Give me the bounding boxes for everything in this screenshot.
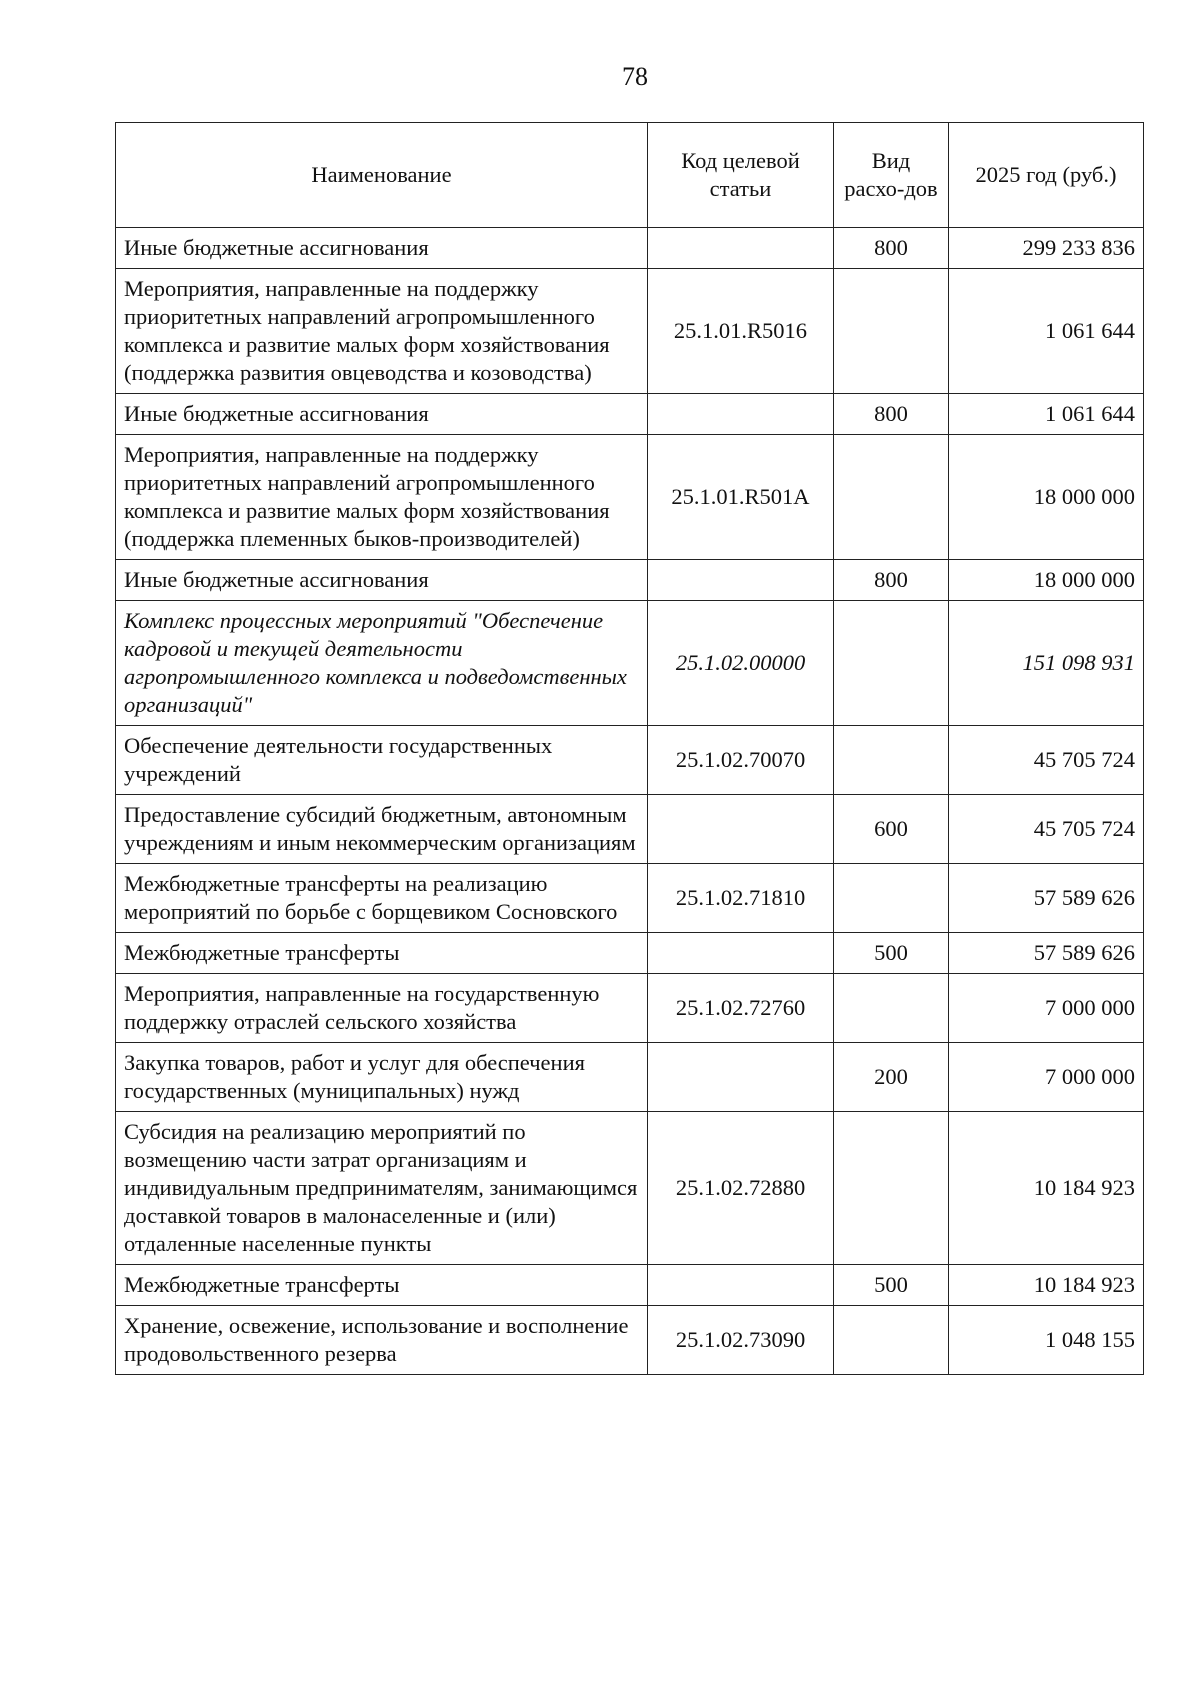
cell-name: Закупка товаров, работ и услуг для обеспечения государственных (муниципальных) нужд — [116, 1043, 648, 1112]
cell-code — [648, 795, 834, 864]
header-kind: Вид расхо-дов — [834, 123, 949, 228]
table-row — [116, 864, 1144, 933]
table-row — [116, 726, 1144, 795]
cell-amount: 45 705 724 — [949, 795, 1144, 864]
cell-amount: 7 000 000 — [949, 974, 1144, 1043]
table-row — [116, 974, 1144, 1043]
cell-amount: 10 184 923 — [949, 1265, 1144, 1306]
header-amount: 2025 год (руб.) — [949, 123, 1144, 228]
table-row — [116, 269, 1144, 394]
cell-amount: 10 184 923 — [949, 1112, 1144, 1265]
cell-amount: 18 000 000 — [949, 435, 1144, 560]
cell-name: Иные бюджетные ассигнования — [116, 560, 648, 601]
cell-amount: 57 589 626 — [949, 933, 1144, 974]
cell-amount: 299 233 836 — [949, 228, 1144, 269]
cell-name: Мероприятия, направленные на государственную поддержку отраслей сельского хозяйства — [116, 974, 648, 1043]
table-row — [116, 560, 1144, 601]
cell-amount: 18 000 000 — [949, 560, 1144, 601]
cell-name: Иные бюджетные ассигнования — [116, 228, 648, 269]
cell-kind: 800 — [834, 228, 949, 269]
cell-code — [648, 394, 834, 435]
cell-amount: 45 705 724 — [949, 726, 1144, 795]
cell-code: 25.1.02.71810 — [648, 864, 834, 933]
cell-code: 25.1.01.R501A — [648, 435, 834, 560]
cell-amount: 1 048 155 — [949, 1306, 1144, 1375]
cell-kind — [834, 726, 949, 795]
table-row — [116, 394, 1144, 435]
cell-amount: 57 589 626 — [949, 864, 1144, 933]
cell-name: Субсидия на реализацию мероприятий по возмещению части затрат организациям и индивидуальным предпринимателям, занимающимся доставкой товаров в малонаселенные и (или) отдаленные населенные пункты — [116, 1112, 648, 1265]
cell-kind — [834, 269, 949, 394]
cell-code — [648, 1265, 834, 1306]
cell-name: Межбюджетные трансферты на реализацию мероприятий по борьбе с борщевиком Сосновского — [116, 864, 648, 933]
cell-kind: 600 — [834, 795, 949, 864]
cell-name: Иные бюджетные ассигнования — [116, 394, 648, 435]
cell-kind: 800 — [834, 394, 949, 435]
cell-code: 25.1.02.73090 — [648, 1306, 834, 1375]
cell-amount: 1 061 644 — [949, 394, 1144, 435]
table-row — [116, 601, 1144, 726]
cell-kind: 500 — [834, 933, 949, 974]
table-row — [116, 1306, 1144, 1375]
cell-code — [648, 933, 834, 974]
cell-name: Межбюджетные трансферты — [116, 1265, 648, 1306]
cell-code: 25.1.02.00000 — [648, 601, 834, 726]
cell-name: Обеспечение деятельности государственных учреждений — [116, 726, 648, 795]
table-row — [116, 1043, 1144, 1112]
cell-code — [648, 560, 834, 601]
cell-name: Мероприятия, направленные на поддержку приоритетных направлений агропромышленного комплекса и развитие малых форм хозяйствования (поддержка развития овцеводства и козоводства) — [116, 269, 648, 394]
cell-code: 25.1.02.72760 — [648, 974, 834, 1043]
cell-kind — [834, 864, 949, 933]
cell-amount: 7 000 000 — [949, 1043, 1144, 1112]
cell-code — [648, 228, 834, 269]
cell-code: 25.1.02.70070 — [648, 726, 834, 795]
cell-kind: 200 — [834, 1043, 949, 1112]
cell-code — [648, 1043, 834, 1112]
cell-name: Комплекс процессных мероприятий "Обеспечение кадровой и текущей деятельности агропромышленного комплекса и подведомственных организаций" — [116, 601, 648, 726]
header-code: Код целевой статьи — [648, 123, 834, 228]
cell-code: 25.1.01.R5016 — [648, 269, 834, 394]
cell-kind: 800 — [834, 560, 949, 601]
cell-kind — [834, 601, 949, 726]
table-row — [116, 228, 1144, 269]
cell-kind: 500 — [834, 1265, 949, 1306]
cell-kind — [834, 1306, 949, 1375]
header-name: Наименование — [116, 123, 648, 228]
cell-name: Межбюджетные трансферты — [116, 933, 648, 974]
cell-amount: 151 098 931 — [949, 601, 1144, 726]
cell-kind — [834, 1112, 949, 1265]
cell-kind — [834, 435, 949, 560]
table-header-row — [116, 123, 1144, 228]
cell-name: Предоставление субсидий бюджетным, автономным учреждениям и иным некоммерческим организациям — [116, 795, 648, 864]
table-row — [116, 933, 1144, 974]
cell-amount: 1 061 644 — [949, 269, 1144, 394]
table-body — [116, 228, 1144, 1375]
table-row — [116, 1265, 1144, 1306]
table-row — [116, 1112, 1144, 1265]
page-number: 78 — [622, 62, 648, 91]
cell-name: Хранение, освежение, использование и восполнение продовольственного резерва — [116, 1306, 648, 1375]
cell-code: 25.1.02.72880 — [648, 1112, 834, 1265]
cell-name: Мероприятия, направленные на поддержку приоритетных направлений агропромышленного комплекса и развитие малых форм хозяйствования (поддержка племенных быков-производителей) — [116, 435, 648, 560]
table-row — [116, 435, 1144, 560]
table-row — [116, 795, 1144, 864]
cell-kind — [834, 974, 949, 1043]
budget-table — [115, 122, 1144, 1375]
